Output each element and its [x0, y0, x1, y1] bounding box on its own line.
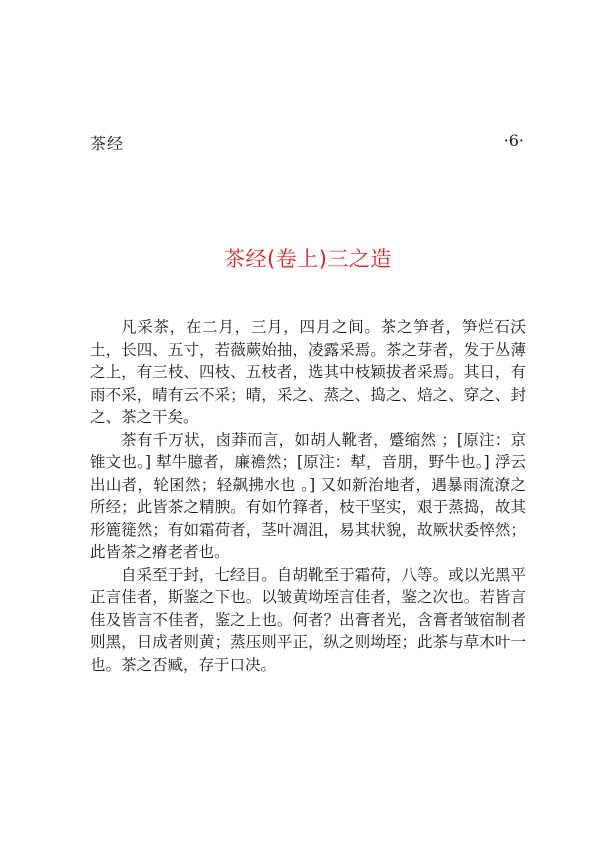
body-text [90, 316, 526, 676]
page-number: ·6· [503, 131, 524, 150]
paragraph-2: 茶有千万状，卤莽而言，如胡人靴者，蹙缩然 ；[原注：京锥文也。] 犎牛臆者，廉襜然；[原注：犎，音朋，野牛也。] 浮云出山者，轮囷然；轻飙拂水也 。] 又如新治地者，遇暴雨流潦之所经；此皆茶之精腴。有如竹箨者，枝干坚实，艰于蒸捣，故其形簏簁然；有如霜荷者，茎叶凋沮，易其状貌，故厥状委悴然；此皆茶之瘠老者也。 [90, 430, 526, 561]
running-head: 茶经 [90, 134, 125, 153]
paragraph-3: 自采至于封，七经目。自胡靴至于霜荷，八等。或以光黑平正言佳者，斯鉴之下也。以皱黄坳垤言佳者，鉴之次也。若皆言佳及皆言不佳者，鉴之上也。何者？出膏者光，含膏者皱宿制者则黑，日成者则黄；蒸压则平正，纵之则坳垤；此茶与草木叶一也。茶之否臧，存于口决。 [90, 565, 526, 674]
paragraph-1: 凡采茶，在二月，三月，四月之间。茶之笋者，笋烂石沃土，长四、五寸，若薇蕨始抽，凌露采焉。茶之芽者，发于丛薄之上，有三枝、四枝、五枝者，选其中枝颖拔者采焉。其日，有雨不采，晴有云不采；晴，采之、蒸之、捣之、焙之、穿之、封之、茶之干矣。 [90, 318, 526, 426]
chapter-title: 茶经(卷上)三之造 [224, 247, 392, 271]
